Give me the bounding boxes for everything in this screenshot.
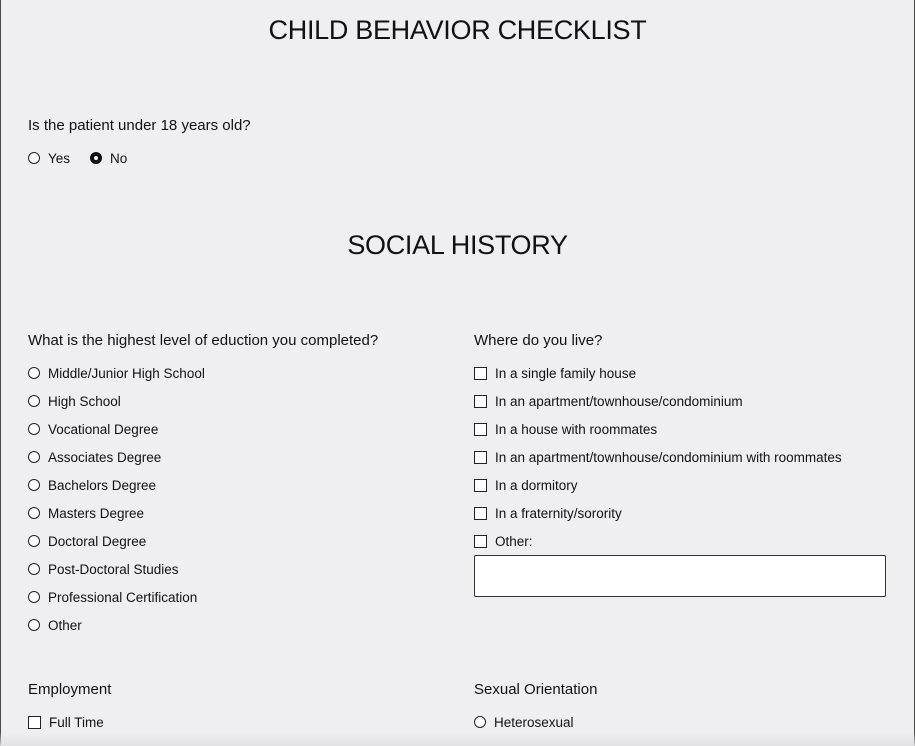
residence-checkbox[interactable]: [474, 507, 487, 520]
residence-option-label: In a house with roommates: [495, 421, 658, 437]
residence-option[interactable]: [474, 476, 578, 494]
employment-option[interactable]: [28, 713, 104, 731]
under-18-no-option[interactable]: [90, 149, 127, 167]
residence-other-checkbox[interactable]: [474, 535, 487, 548]
residence-option[interactable]: [474, 420, 657, 438]
education-radio[interactable]: [28, 423, 40, 435]
sexual-orientation-radio[interactable]: [474, 716, 486, 728]
education-radio[interactable]: [28, 479, 40, 491]
education-option[interactable]: [28, 392, 121, 410]
education-option[interactable]: [28, 504, 144, 522]
education-option-label: High School: [48, 393, 121, 409]
residence-other-label: Other:: [495, 533, 533, 549]
education-option-label: Bachelors Degree: [48, 477, 157, 493]
residence-checkbox[interactable]: [474, 423, 487, 436]
residence-option-label: In an apartment/townhouse/condominium with roommates: [495, 449, 842, 465]
education-radio[interactable]: [28, 507, 40, 519]
education-radio[interactable]: [28, 535, 40, 547]
education-radio[interactable]: [28, 451, 40, 463]
education-option-label: Other: [48, 617, 82, 633]
education-option[interactable]: [28, 364, 205, 382]
residence-option[interactable]: [474, 504, 622, 522]
education-question: What is the highest level of eduction you completed?: [28, 332, 379, 349]
education-radio[interactable]: [28, 619, 40, 631]
under-18-yes-radio[interactable]: [28, 152, 40, 164]
residence-option[interactable]: [474, 448, 842, 466]
social-history-title: SOCIAL HISTORY: [347, 230, 568, 260]
education-option[interactable]: [28, 476, 156, 494]
residence-checkbox[interactable]: [474, 395, 487, 408]
residence-checkbox[interactable]: [474, 479, 487, 492]
education-option-label: Vocational Degree: [48, 421, 159, 437]
under-18-no-label: No: [110, 150, 128, 166]
education-radio[interactable]: [28, 591, 40, 603]
under-18-yes-label: Yes: [48, 150, 71, 166]
residence-option-label: In a dormitory: [495, 477, 578, 493]
education-option[interactable]: [28, 532, 146, 550]
residence-option-other[interactable]: [474, 532, 533, 550]
residence-option[interactable]: [474, 364, 636, 382]
residence-option-label: In an apartment/townhouse/condominium: [495, 393, 743, 409]
education-option[interactable]: [28, 616, 82, 634]
residence-option-label: In a single family house: [495, 365, 637, 381]
residence-question: Where do you live?: [474, 332, 603, 349]
education-option-label: Middle/Junior High School: [48, 365, 205, 381]
residence-other-input[interactable]: [474, 555, 886, 597]
sexual-orientation-question: Sexual Orientation: [474, 681, 598, 698]
under-18-no-radio[interactable]: [90, 152, 102, 164]
education-option-label: Associates Degree: [48, 449, 162, 465]
residence-checkbox[interactable]: [474, 367, 487, 380]
education-option[interactable]: [28, 448, 161, 466]
education-option-label: Doctoral Degree: [48, 533, 147, 549]
education-option[interactable]: [28, 588, 197, 606]
sexual-orientation-option[interactable]: [474, 713, 574, 731]
education-option-label: Post-Doctoral Studies: [48, 561, 179, 577]
residence-checkbox[interactable]: [474, 451, 487, 464]
education-option[interactable]: [28, 560, 179, 578]
education-option[interactable]: [28, 420, 158, 438]
education-radio[interactable]: [28, 395, 40, 407]
residence-option[interactable]: [474, 392, 743, 410]
residence-option-label: In a fraternity/sorority: [495, 505, 622, 521]
education-radio[interactable]: [28, 563, 40, 575]
sexual-orientation-option-label: Heterosexual: [494, 714, 574, 730]
under-18-yes-option[interactable]: [28, 149, 70, 167]
child-behavior-title: CHILD BEHAVIOR CHECKLIST: [268, 15, 647, 45]
employment-checkbox[interactable]: [28, 716, 41, 729]
education-radio[interactable]: [28, 367, 40, 379]
employment-question: Employment: [28, 681, 112, 698]
education-option-label: Masters Degree: [48, 505, 145, 521]
under-18-question: Is the patient under 18 years old?: [28, 117, 251, 134]
employment-option-label: Full Time: [49, 714, 104, 730]
education-option-label: Professional Certification: [48, 589, 198, 605]
